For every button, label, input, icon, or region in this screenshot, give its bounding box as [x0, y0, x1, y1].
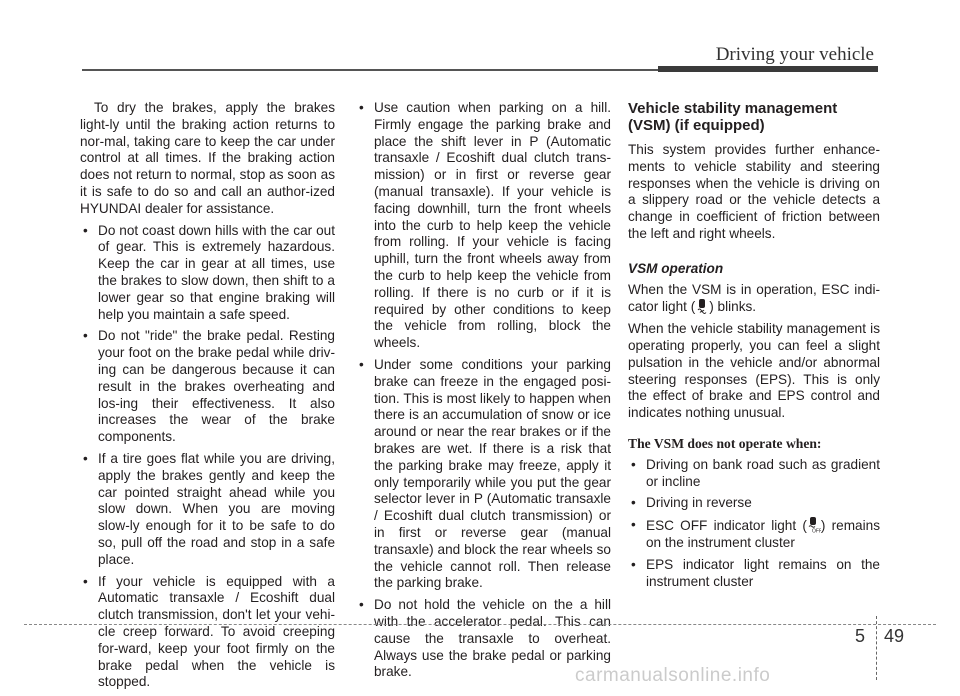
list-item: • Use caution when parking on a hill. Firmly engage the parking brake and place the shift lever in P (Automatic transaxle / Ecoshift dual clutch trans-mission) or in first or reverse gear (manual transaxle). If your vehicle is facing downhill, turn the front wheels into the curb to help keep the vehicle from rolling. If your vehicle is facing uphill, turn the front wheels away from the curb to help keep the vehicle from rolling. If there is no curb or if it is required by other conditions to keep the vehicle from rolling, block the wheels.: [359, 100, 611, 351]
esc-indicator-icon: [695, 298, 709, 314]
esc-off-indicator-icon: [807, 517, 821, 533]
list-item: • EPS indicator light remains on the instrument cluster: [631, 556, 880, 589]
operation-paragraph-2: When the vehicle stability management is operating properly, you can feel a slight pulsation in the vehicle and/or abnormal steering responses (EPS). This is only the effect of brake and EPS control and indicates nothing unusual.: [628, 321, 880, 421]
page-number: 49: [884, 626, 905, 646]
section-body: This system provides further enhance-ments to vehicle stability and steering responses when the vehicle is driving on a slippery road or the vehicle detects a change in coefficient of friction between the left and right wheels.: [628, 142, 880, 241]
header-rule-accent: [658, 66, 878, 72]
list-item: • Under some conditions your parking brake can freeze in the engaged posi-tion. This is most likely to happen when there is an accumulation of snow or ice around or near the rear brakes or if the brakes are wet. If there is a risk that the parking brake may freeze, apply it only temporarily while you put the gear selector lever in P (Automatic transaxle / Ecoshift dual clutch transmission) or in first or reverse gear (manual transaxle) and block the rear wheels so the vehicle cannot roll. Then release the parking brake.: [359, 356, 611, 591]
watermark: carmanualsonline.info: [575, 665, 771, 686]
list-item: • ESC OFF indicator light ( OFF ) remains on the instrument cluster: [631, 517, 880, 550]
list-item: • If a tire goes flat while you are driving, apply the brakes gently and keep the car pointed straight ahead while you slow down. When you are moving slow-ly enough for it to be safe to do so, pull off the road and stop in a safe place.: [83, 450, 335, 567]
header-rule: [82, 69, 662, 71]
list-item: • If your vehicle is equipped with a Automatic transaxle / Ecoshift dual clutch transmission, don't let your vehi-cle creep forward. To avoid creeping for-ward, keep your foot firmly on the brake pedal when the vehicle is stopped.: [83, 573, 335, 690]
footer-rule: [24, 624, 936, 625]
list-item: • Do not coast down hills with the car out of gear. This is extremely hazardous. Keep the car in gear at all times, use the brakes to slow down, then shift to a lower gear so that engine braking will help you maintain a safe speed.: [83, 222, 335, 322]
svg-text:OFF: OFF: [811, 528, 821, 534]
column-2: [356, 100, 611, 686]
list-item: • Do not "ride" the brake pedal. Resting your foot on the brake pedal while driv-ing can be dangerous because it can result in the brakes overheating and los-ing their effectiveness. It also increases the wear of the brake components.: [83, 328, 335, 445]
list-item: • Do not hold the vehicle on the a hill with the accelerator pedal. This can cause the transaxle to overheat. Always use the brake pedal or parking brake.: [359, 597, 611, 680]
section-title: Vehicle stability management (VSM) (if equipped): [628, 100, 838, 134]
chapter-number: 5: [855, 626, 866, 646]
list-item: • Driving in reverse: [631, 495, 752, 511]
list-item: • Driving on bank road such as gradient or incline: [631, 456, 880, 489]
column-3: [628, 100, 880, 595]
header-title: Driving your vehicle: [715, 44, 874, 65]
not-operate-title: The VSM does not operate when:: [628, 435, 822, 451]
operation-paragraph-1: When the VSM is in operation, ESC indi-cator light ( ) blinks.: [628, 281, 880, 315]
intro-paragraph: To dry the brakes, apply the brakes light-ly until the braking action returns to nor-mal, taking care to keep the car under control at all times. If the braking action does not return to normal, stop as soon as it is safe to do so and call an author-ized HYUNDAI dealer for assistance.: [80, 100, 335, 216]
column-1: [80, 100, 335, 696]
operation-title: VSM operation: [628, 260, 724, 276]
page-number-divider: [876, 616, 877, 680]
